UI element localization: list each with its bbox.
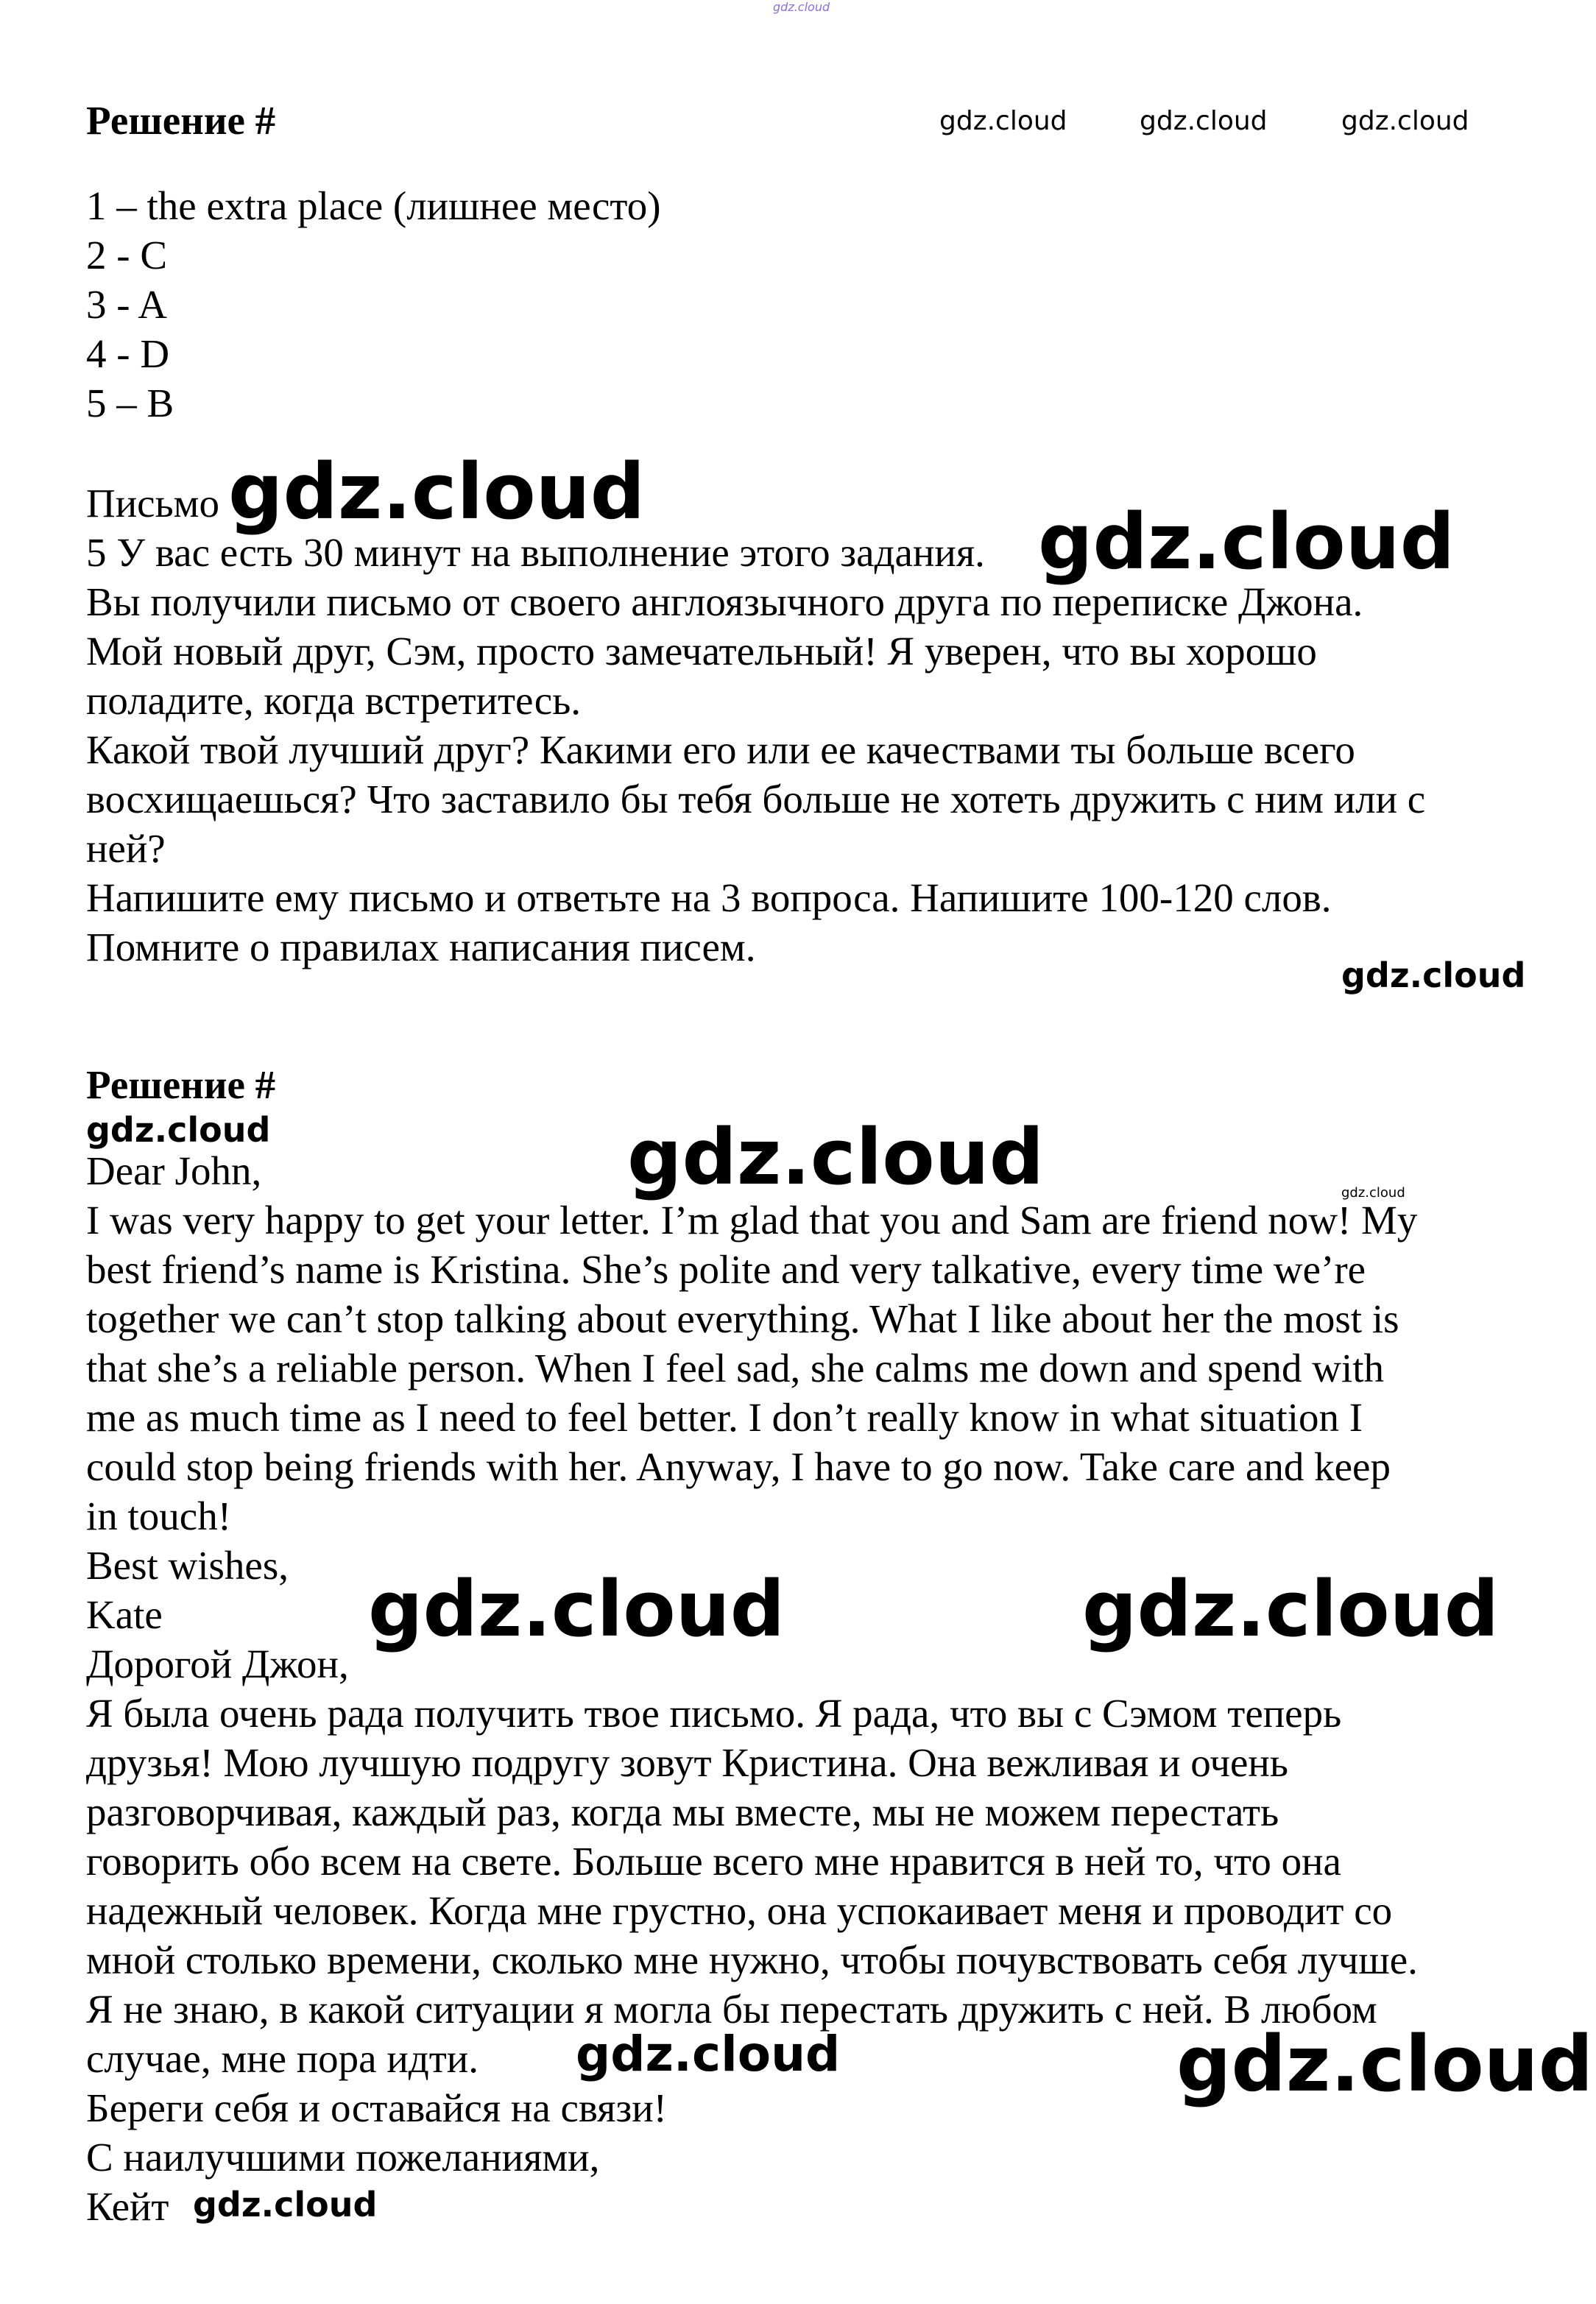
letter-line: I was very happy to get your letter. I’m glad that you and Sam are friend now! My [86,1198,1418,1243]
answer-line: 5 – B [86,381,174,425]
letter-line: С наилучшими пожеланиями, [86,2135,600,2180]
task-line: Помните о правилах написания писем. [86,925,756,969]
letter-line: случае, мне пора идти. [86,2036,479,2081]
task-line: восхищаешься? Что заставило бы тебя больше не хотеть дружить с ним или с [86,777,1426,821]
letter-line: in touch! [86,1494,232,1538]
letter-line: Я не знаю, в какой ситуации я могла бы перестать дружить с ней. В любом [86,1987,1377,2032]
task-line: 5 У вас есть 30 минут на выполнение этого задания. [86,530,985,575]
answer-line: 2 - C [86,233,167,278]
letter-line: Я была очень рада получить твое письмо. Я рада, что вы с Сэмом теперь [86,1691,1342,1736]
section1-heading: Решение # [86,98,276,143]
letter-line: could stop being friends with her. Anyway, I have to go now. Take care and keep [86,1444,1391,1489]
letter-line: Dear John, [86,1148,262,1193]
watermark-big-4: gdz.cloud [368,1564,785,1654]
answer-line: 4 - D [86,331,170,376]
task-line: Мой новый друг, Сэм, просто замечательный! Я уверен, что вы хорошо [86,629,1317,674]
letter-line: Best wishes, [86,1543,289,1588]
letter-line: together we can’t stop talking about everything. What I like about her the most is [86,1296,1399,1341]
watermark-header-2: gdz.cloud [1140,106,1268,136]
letter-line: разговорчивая, каждый раз, когда мы вместе, мы не можем перестать [86,1789,1279,1834]
watermark-header-1: gdz.cloud [939,106,1067,136]
watermark-under-heading: gdz.cloud [86,1110,271,1150]
watermark-header-3: gdz.cloud [1341,106,1469,136]
watermark-medium: gdz.cloud [576,2026,841,2082]
answer-line: 1 – the extra place (лишнее место) [86,183,661,228]
section2-heading: Решение # [86,1062,276,1107]
task-title: Письмо [86,481,219,526]
answer-line: 3 - A [86,282,167,327]
task-line: ней? [86,826,166,871]
letter-line: мной столько времени, сколько мне нужно, чтобы почувствовать себя лучше. [86,1937,1418,1982]
task-line: Какой твой лучший друг? Какими его или ее качествами ты больше всего [86,727,1355,772]
letter-line: that she’s a reliable person. When I feel sad, she calms me down and spend with [86,1346,1385,1390]
watermark-big-6: gdz.cloud [1176,2019,1594,2109]
watermark-big-5: gdz.cloud [1082,1564,1500,1654]
watermark-big-2: gdz.cloud [1038,497,1455,587]
letter-line: best friend’s name is Kristina. She’s polite and very talkative, every time we’re [86,1247,1366,1292]
watermark-tiny: gdz.cloud [1341,1185,1405,1201]
letter-line: Кейт [86,2184,169,2229]
letter-line: говорить обо всем на свете. Больше всего мне нравится в ней то, что она [86,1839,1341,1884]
letter-line: друзья! Мою лучшую подругу зовут Кристина. Она вежливая и очень [86,1740,1288,1785]
letter-line: надежный человек. Когда мне грустно, она успокаивает меня и проводит со [86,1888,1393,1933]
watermark-big-1: gdz.cloud [228,447,646,537]
task-line: Напишите ему письмо и ответьте на 3 вопроса. Напишите 100-120 слов. [86,875,1332,920]
letter-line: me as much time as I need to feel better. I don’t really know in what situation I [86,1395,1363,1440]
letter-line: Kate [86,1592,163,1637]
watermark-big-3: gdz.cloud [627,1112,1045,1202]
letter-line: Береги себя и оставайся на связи! [86,2085,667,2130]
watermark-top: gdz.cloud [773,0,830,14]
task-line: Вы получили письмо от своего англоязычного друга по переписке Джона. [86,579,1363,624]
watermark-bottom: gdz.cloud [193,2185,378,2225]
task-line: поладите, когда встретитесь. [86,678,582,723]
letter-line: Дорогой Джон, [86,1642,349,1686]
watermark-mid-right: gdz.cloud [1341,955,1526,995]
